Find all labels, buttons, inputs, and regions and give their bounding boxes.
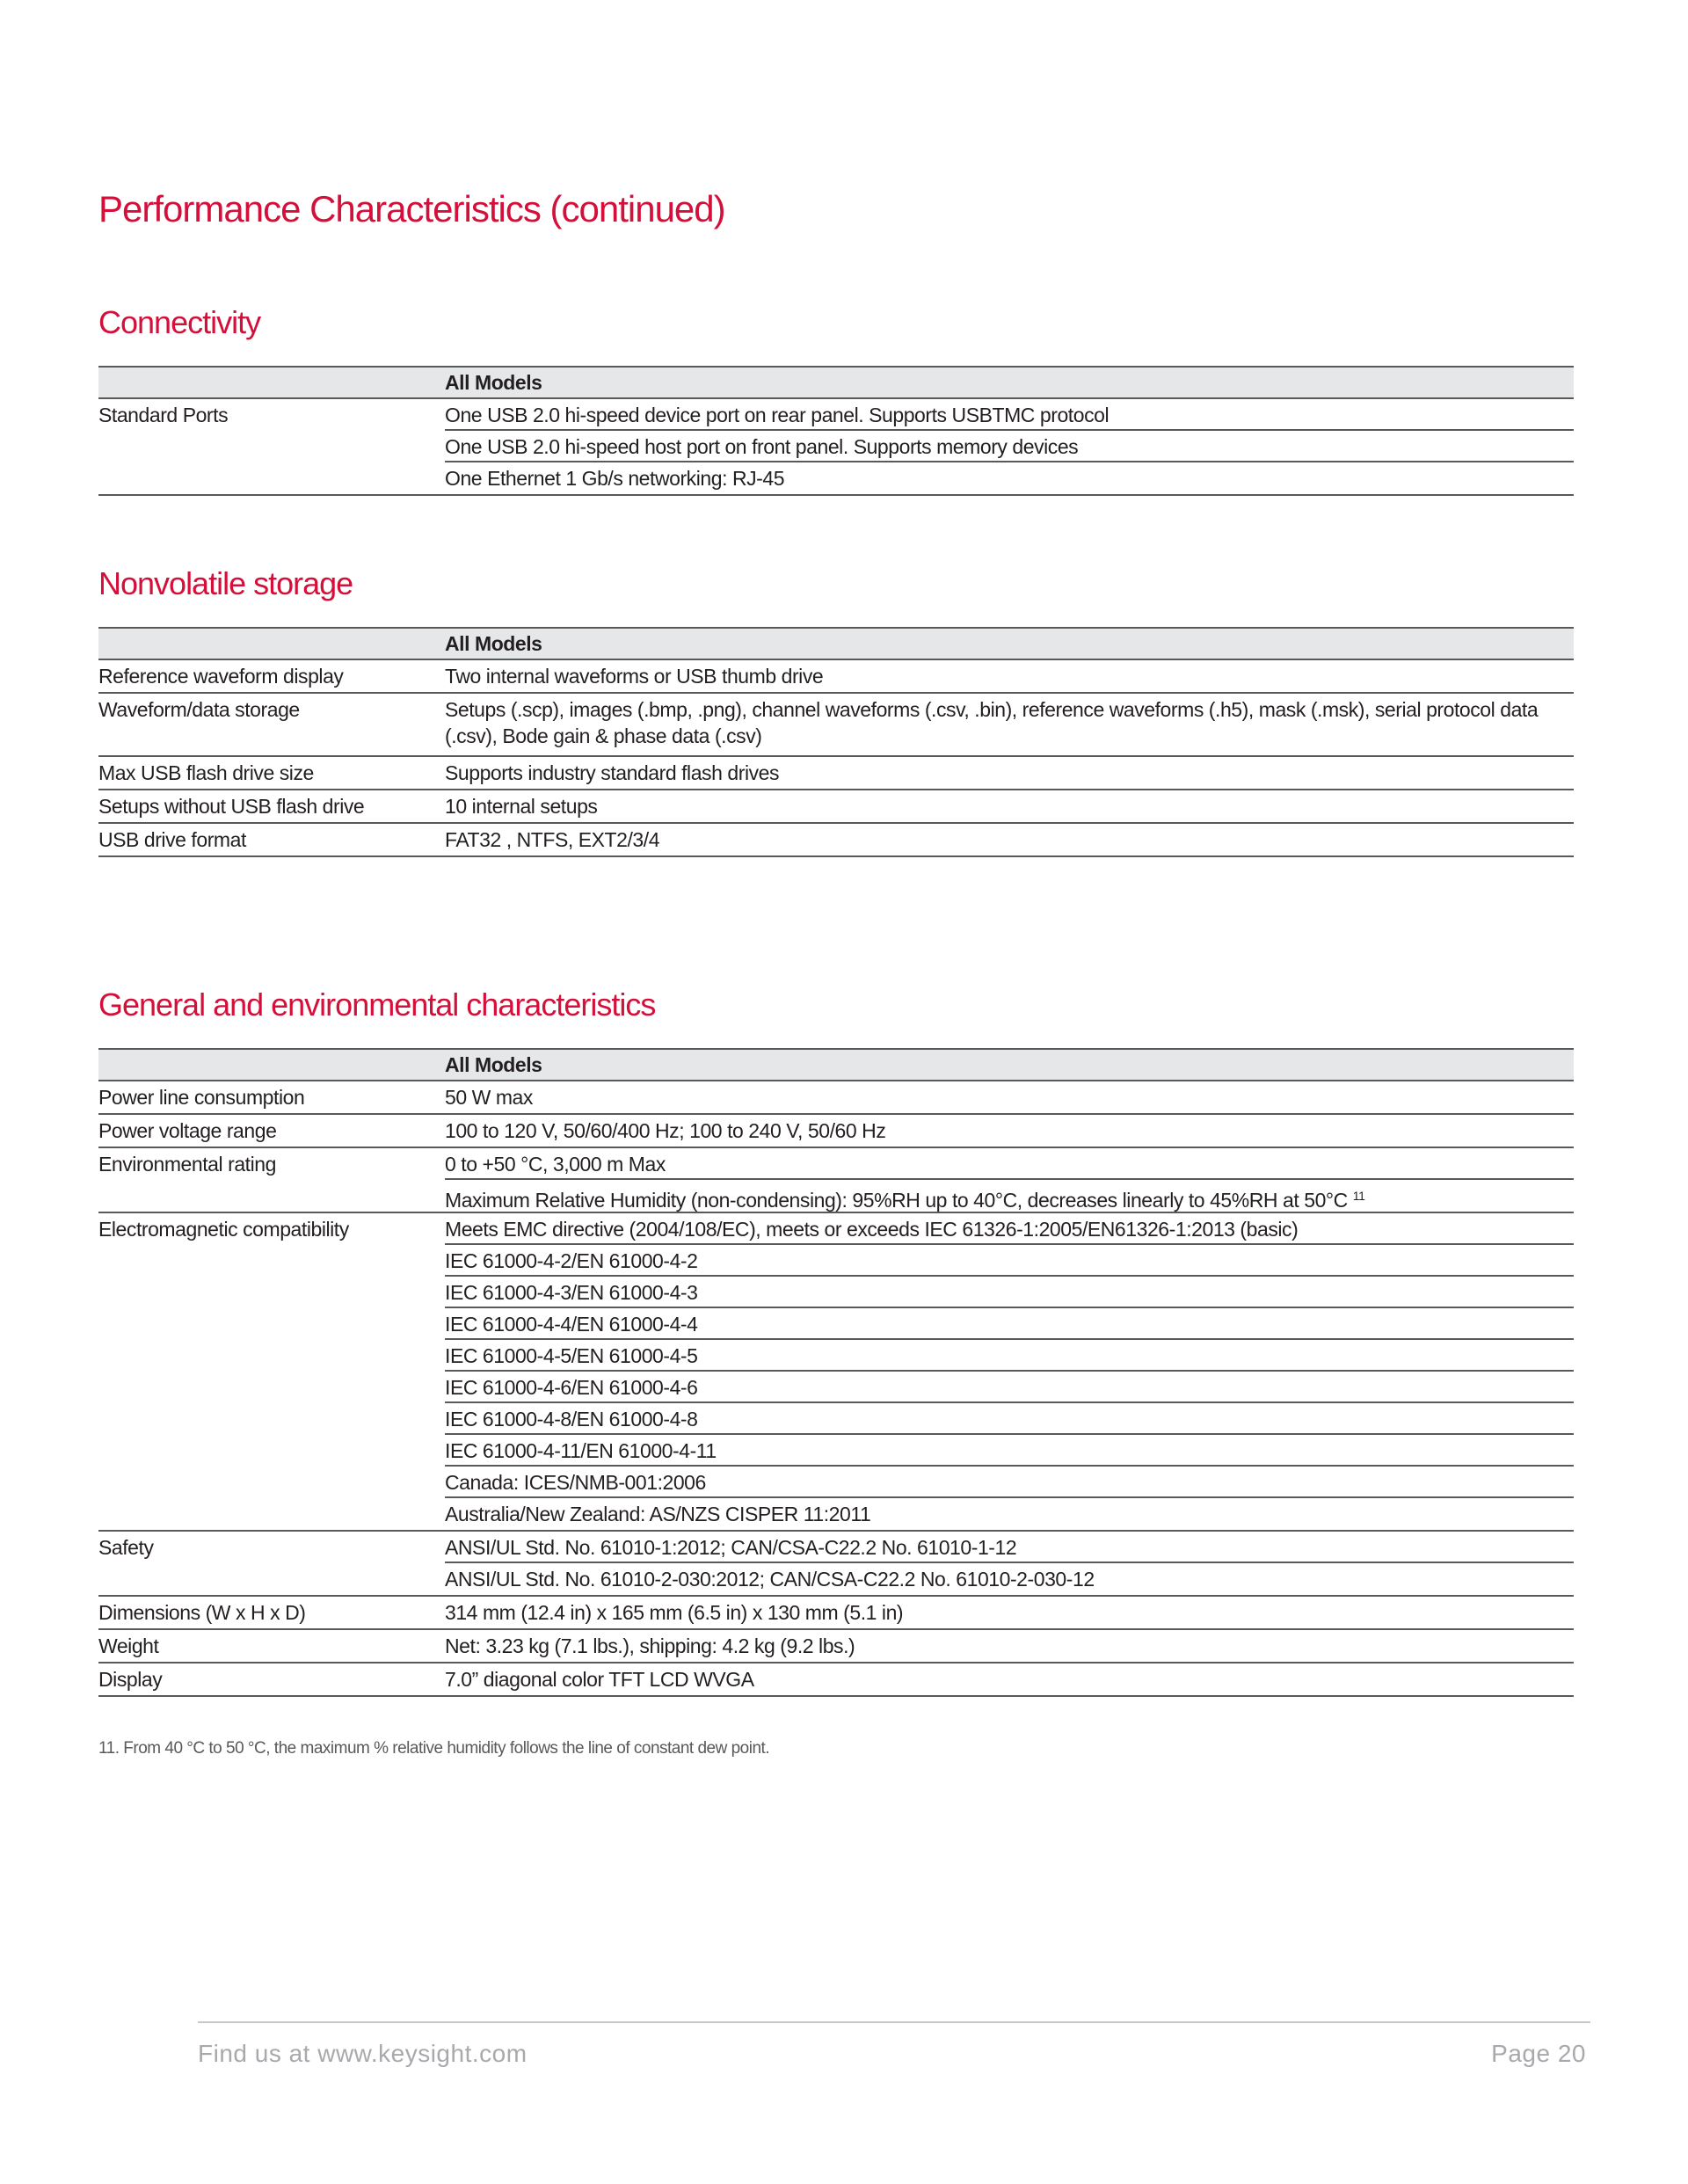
row-value-text: Net: 3.23 kg (7.1 lbs.), shipping: 4.2 kg (9.2 lbs.) — [445, 1634, 855, 1657]
row-label: USB drive format — [98, 828, 246, 851]
page-title: Performance Characteristics (continued) — [98, 188, 725, 229]
row-value-text: IEC 61000-4-3/EN 61000-4-3 — [445, 1281, 698, 1304]
row-value-text: FAT32 , NTFS, EXT2/3/4 — [445, 828, 660, 851]
general-environmental-table — [98, 1048, 1574, 1697]
footer-page-number: Page 20 — [1491, 2040, 1586, 2067]
table-row — [98, 757, 1574, 790]
row-label: Power voltage range — [98, 1119, 277, 1142]
table-row — [98, 694, 1574, 757]
row-value — [445, 1563, 1574, 1595]
row-value — [445, 757, 1574, 789]
row-values — [445, 399, 1574, 494]
row-label: Power line consumption — [98, 1086, 305, 1109]
row-values — [445, 790, 1574, 822]
table-row — [98, 1213, 1574, 1532]
row-label: Waveform/data storage — [98, 698, 300, 721]
row-value — [445, 1403, 1574, 1435]
row-values — [445, 757, 1574, 789]
row-value — [445, 1148, 1574, 1180]
table-row — [98, 1597, 1574, 1630]
row-value-text: IEC 61000-4-6/EN 61000-4-6 — [445, 1376, 698, 1399]
row-value — [445, 1180, 1574, 1212]
row-value-text: Setups (.scp), images (.bmp, .png), channel waveforms (.csv, .bin), reference waveforms (.h5), mask (.msk), serial protocol data (.csv), Bode gain & phase data (.csv) — [445, 698, 1539, 747]
table-row — [98, 790, 1574, 824]
row-value-text: 7.0” diagonal color TFT LCD WVGA — [445, 1668, 754, 1691]
row-label: Environmental rating — [98, 1153, 276, 1176]
row-value — [445, 1340, 1574, 1372]
row-label: Electromagnetic compatibility — [98, 1218, 349, 1241]
row-values — [445, 1597, 1574, 1628]
row-value-text: IEC 61000-4-4/EN 61000-4-4 — [445, 1313, 698, 1336]
table-header-row — [98, 366, 1574, 399]
table-row — [98, 1081, 1574, 1115]
section-heading-general-environmental: General and environmental characteristics — [98, 986, 656, 1023]
row-values — [445, 694, 1574, 755]
row-values — [445, 1148, 1574, 1212]
table-row — [98, 1532, 1574, 1597]
row-values — [445, 1115, 1574, 1147]
column-header: All Models — [445, 631, 542, 655]
table-row — [98, 1630, 1574, 1663]
row-value-text: Supports industry standard flash drives — [445, 761, 780, 784]
row-value — [445, 462, 1574, 494]
row-value — [445, 399, 1574, 431]
row-value — [445, 1081, 1574, 1113]
column-header: All Models — [445, 370, 542, 394]
row-value — [445, 790, 1574, 822]
row-value — [445, 1277, 1574, 1308]
footnote-ref[interactable]: 11 — [1352, 1189, 1365, 1203]
row-value-text: ANSI/UL Std. No. 61010-1:2012; CAN/CSA-C22.2 No. 61010-1-12 — [445, 1536, 1017, 1559]
table-header-row — [98, 627, 1574, 660]
footer-website[interactable]: Find us at www.keysight.com — [198, 2040, 528, 2067]
column-header: All Models — [445, 1052, 542, 1076]
row-value-text: IEC 61000-4-5/EN 61000-4-5 — [445, 1344, 698, 1367]
row-value — [445, 1245, 1574, 1277]
row-value — [445, 660, 1574, 692]
row-value-text: 10 internal setups — [445, 795, 598, 818]
row-value — [445, 1435, 1574, 1467]
nonvolatile-storage-table — [98, 627, 1574, 857]
row-label: Dimensions (W x H x D) — [98, 1601, 306, 1624]
row-values — [445, 1213, 1574, 1530]
row-value — [445, 1630, 1574, 1662]
table-row — [98, 824, 1574, 857]
table-row — [98, 1148, 1574, 1213]
table-row — [98, 1663, 1574, 1697]
row-value — [445, 1597, 1574, 1628]
row-value — [445, 1115, 1574, 1147]
row-value — [445, 1467, 1574, 1498]
footer-divider — [198, 2021, 1590, 2023]
row-value — [445, 1498, 1574, 1530]
row-values — [445, 1663, 1574, 1695]
row-value-text: 100 to 120 V, 50/60/400 Hz; 100 to 240 V, 50/60 Hz — [445, 1119, 886, 1142]
table-row — [98, 399, 1574, 496]
row-label: Setups without USB flash drive — [98, 795, 365, 818]
row-value — [445, 694, 1574, 755]
row-value-text: 314 mm (12.4 in) x 165 mm (6.5 in) x 130 mm (5.1 in) — [445, 1601, 904, 1624]
row-value — [445, 824, 1574, 855]
footnote: 11. From 40 °C to 50 °C, the maximum % relative humidity follows the line of constant dew point. — [98, 1739, 770, 1758]
row-values — [445, 660, 1574, 692]
row-value-text: Canada: ICES/NMB-001:2006 — [445, 1471, 706, 1494]
row-value-text: 50 W max — [445, 1086, 533, 1109]
row-value — [445, 1372, 1574, 1403]
row-value-text: Australia/New Zealand: AS/NZS CISPER 11:2011 — [445, 1503, 871, 1525]
row-value-text: ANSI/UL Std. No. 61010-2-030:2012; CAN/CSA-C22.2 No. 61010-2-030-12 — [445, 1568, 1095, 1591]
row-value-text: IEC 61000-4-2/EN 61000-4-2 — [445, 1249, 698, 1272]
row-value — [445, 1532, 1574, 1563]
row-value-text: Two internal waveforms or USB thumb drive — [445, 665, 824, 688]
row-value — [445, 1213, 1574, 1245]
row-values — [445, 1630, 1574, 1662]
row-label: Display — [98, 1668, 163, 1691]
row-value-text: IEC 61000-4-8/EN 61000-4-8 — [445, 1408, 698, 1431]
row-label: Max USB flash drive size — [98, 761, 314, 784]
row-values — [445, 824, 1574, 855]
row-value — [445, 431, 1574, 462]
section-heading-nonvolatile-storage: Nonvolatile storage — [98, 565, 353, 601]
table-row — [98, 660, 1574, 694]
row-value-text: 0 to +50 °C, 3,000 m Max — [445, 1153, 666, 1176]
row-label: Safety — [98, 1536, 154, 1559]
row-value-text: IEC 61000-4-11/EN 61000-4-11 — [445, 1439, 717, 1462]
row-value — [445, 1663, 1574, 1695]
section-heading-connectivity: Connectivity — [98, 304, 261, 340]
row-value-text: Maximum Relative Humidity (non-condensing): 95%RH up to 40°C, decreases linearly to 45%RH at 50°C — [445, 1189, 1348, 1212]
row-values — [445, 1532, 1574, 1595]
row-values — [445, 1081, 1574, 1113]
table-row — [98, 1115, 1574, 1148]
row-label: Reference waveform display — [98, 665, 344, 688]
table-header-row — [98, 1048, 1574, 1081]
row-label: Weight — [98, 1634, 159, 1657]
row-value-text: One USB 2.0 hi-speed device port on rear panel. Supports USBTMC protocol — [445, 404, 1110, 426]
row-value-text: One USB 2.0 hi-speed host port on front panel. Supports memory devices — [445, 435, 1079, 458]
row-value-text: Meets EMC directive (2004/108/EC), meets or exceeds IEC 61326-1:2005/EN61326-1:2013 (basic) — [445, 1218, 1299, 1241]
connectivity-table — [98, 366, 1574, 496]
row-value-text: One Ethernet 1 Gb/s networking: RJ-45 — [445, 467, 785, 490]
row-value — [445, 1308, 1574, 1340]
row-label: Standard Ports — [98, 404, 229, 426]
